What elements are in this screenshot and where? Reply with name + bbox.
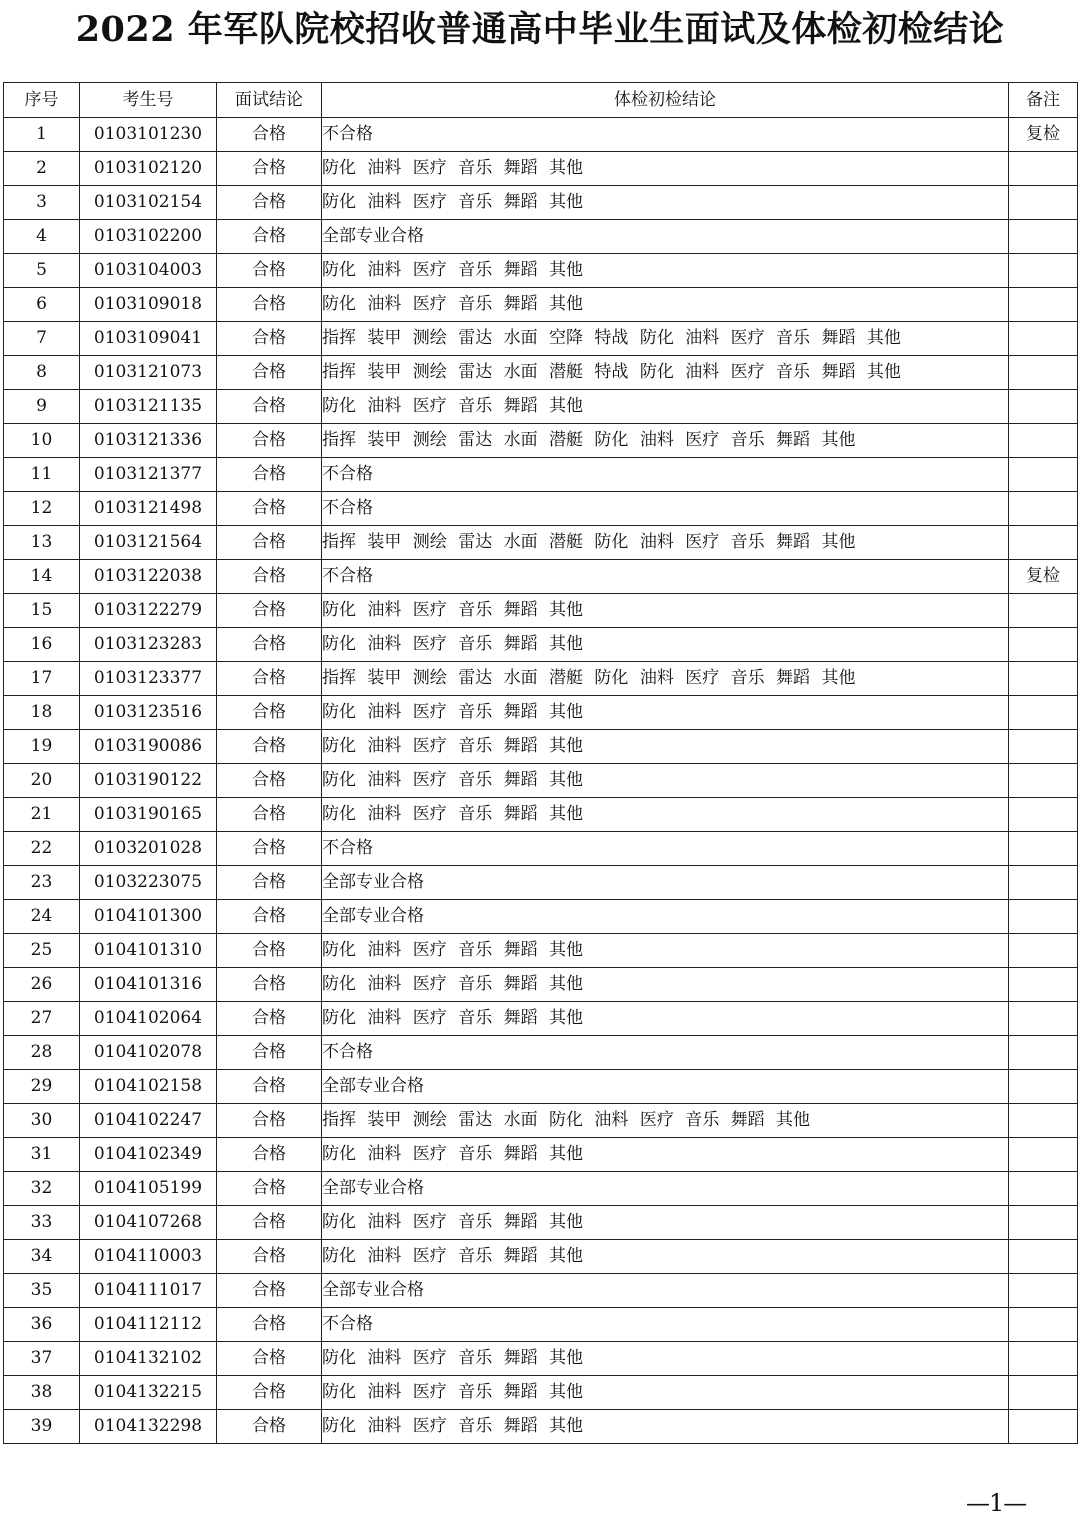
cell-interview-result: 合格 [217,1410,322,1444]
cell-interview-result: 合格 [217,288,322,322]
cell-remarks [1009,798,1078,832]
cell-physical-exam-result: 不合格 [322,118,1009,152]
cell-seq: 27 [4,1002,80,1036]
cell-interview-result: 合格 [217,1376,322,1410]
cell-physical-exam-result: 指挥 装甲 测绘 雷达 水面 空降 特战 防化 油料 医疗 音乐 舞蹈 其他 [322,322,1009,356]
cell-interview-result: 合格 [217,866,322,900]
cell-candidate-id: 0103121498 [80,492,217,526]
table-row [4,152,1078,186]
cell-interview-result: 合格 [217,798,322,832]
cell-remarks [1009,594,1078,628]
cell-remarks [1009,152,1078,186]
cell-candidate-id: 0103123516 [80,696,217,730]
cell-physical-exam-result: 防化 油料 医疗 音乐 舞蹈 其他 [322,730,1009,764]
table-row [4,696,1078,730]
cell-interview-result: 合格 [217,628,322,662]
cell-remarks [1009,526,1078,560]
table-row [4,424,1078,458]
cell-interview-result: 合格 [217,1104,322,1138]
table-row [4,1104,1078,1138]
table-row [4,662,1078,696]
cell-physical-exam-result: 防化 油料 医疗 音乐 舞蹈 其他 [322,628,1009,662]
table-row [4,1070,1078,1104]
cell-interview-result: 合格 [217,934,322,968]
cell-interview-result: 合格 [217,764,322,798]
cell-interview-result: 合格 [217,1172,322,1206]
table-row [4,730,1078,764]
cell-physical-exam-result: 全部专业合格 [322,866,1009,900]
cell-physical-exam-result: 防化 油料 医疗 音乐 舞蹈 其他 [322,254,1009,288]
cell-remarks [1009,968,1078,1002]
cell-physical-exam-result: 指挥 装甲 测绘 雷达 水面 潜艇 防化 油料 医疗 音乐 舞蹈 其他 [322,526,1009,560]
cell-physical-exam-result: 防化 油料 医疗 音乐 舞蹈 其他 [322,152,1009,186]
cell-candidate-id: 0103201028 [80,832,217,866]
cell-seq: 35 [4,1274,80,1308]
cell-candidate-id: 0104102349 [80,1138,217,1172]
table-row [4,526,1078,560]
table-row [4,390,1078,424]
table-row [4,832,1078,866]
cell-candidate-id: 0103123377 [80,662,217,696]
header-interview-result: 面试结论 [217,83,322,118]
table-row [4,1036,1078,1070]
table-row [4,1274,1078,1308]
table-body [4,118,1078,1444]
table-row [4,220,1078,254]
cell-candidate-id: 0103102120 [80,152,217,186]
cell-candidate-id: 0104101316 [80,968,217,1002]
cell-physical-exam-result: 防化 油料 医疗 音乐 舞蹈 其他 [322,1002,1009,1036]
cell-interview-result: 合格 [217,1206,322,1240]
table-row [4,492,1078,526]
cell-candidate-id: 0103121336 [80,424,217,458]
cell-interview-result: 合格 [217,254,322,288]
cell-physical-exam-result: 指挥 装甲 测绘 雷达 水面 潜艇 特战 防化 油料 医疗 音乐 舞蹈 其他 [322,356,1009,390]
cell-interview-result: 合格 [217,1342,322,1376]
table-row [4,458,1078,492]
cell-candidate-id: 0103121377 [80,458,217,492]
cell-interview-result: 合格 [217,832,322,866]
cell-seq: 11 [4,458,80,492]
cell-remarks [1009,1308,1078,1342]
cell-candidate-id: 0104102247 [80,1104,217,1138]
cell-remarks [1009,1002,1078,1036]
cell-physical-exam-result: 防化 油料 医疗 音乐 舞蹈 其他 [322,390,1009,424]
cell-interview-result: 合格 [217,662,322,696]
cell-interview-result: 合格 [217,220,322,254]
table-row [4,560,1078,594]
cell-seq: 5 [4,254,80,288]
cell-seq: 22 [4,832,80,866]
cell-physical-exam-result: 不合格 [322,560,1009,594]
cell-candidate-id: 0104132298 [80,1410,217,1444]
cell-interview-result: 合格 [217,458,322,492]
cell-physical-exam-result: 防化 油料 医疗 音乐 舞蹈 其他 [322,1410,1009,1444]
cell-seq: 25 [4,934,80,968]
header-physical-exam-result: 体检初检结论 [322,83,1009,118]
cell-candidate-id: 0104102158 [80,1070,217,1104]
cell-remarks [1009,1172,1078,1206]
cell-seq: 29 [4,1070,80,1104]
table-row [4,288,1078,322]
cell-remarks [1009,1410,1078,1444]
cell-candidate-id: 0103101230 [80,118,217,152]
table-row [4,1376,1078,1410]
cell-interview-result: 合格 [217,1138,322,1172]
cell-candidate-id: 0103190122 [80,764,217,798]
table-row [4,1342,1078,1376]
cell-remarks: 复检 [1009,118,1078,152]
table-row [4,1138,1078,1172]
cell-physical-exam-result: 防化 油料 医疗 音乐 舞蹈 其他 [322,1376,1009,1410]
cell-candidate-id: 0104110003 [80,1240,217,1274]
cell-interview-result: 合格 [217,1070,322,1104]
table-row [4,1240,1078,1274]
cell-seq: 10 [4,424,80,458]
cell-interview-result: 合格 [217,322,322,356]
cell-candidate-id: 0104107268 [80,1206,217,1240]
table-row [4,798,1078,832]
cell-remarks [1009,1376,1078,1410]
table-row [4,186,1078,220]
table-row [4,1308,1078,1342]
cell-interview-result: 合格 [217,1274,322,1308]
cell-candidate-id: 0103121073 [80,356,217,390]
cell-seq: 19 [4,730,80,764]
cell-seq: 33 [4,1206,80,1240]
cell-seq: 18 [4,696,80,730]
cell-physical-exam-result: 指挥 装甲 测绘 雷达 水面 潜艇 防化 油料 医疗 音乐 舞蹈 其他 [322,424,1009,458]
cell-interview-result: 合格 [217,900,322,934]
table-header-row [4,83,1078,118]
cell-interview-result: 合格 [217,492,322,526]
cell-remarks [1009,322,1078,356]
cell-candidate-id: 0103122279 [80,594,217,628]
cell-candidate-id: 0103109018 [80,288,217,322]
cell-interview-result: 合格 [217,390,322,424]
cell-interview-result: 合格 [217,594,322,628]
table-row [4,1172,1078,1206]
cell-seq: 23 [4,866,80,900]
cell-interview-result: 合格 [217,526,322,560]
cell-physical-exam-result: 全部专业合格 [322,1274,1009,1308]
table-row [4,1206,1078,1240]
cell-interview-result: 合格 [217,730,322,764]
page-title: 2022 年军队院校招收普通高中毕业生面试及体检初检结论 [75,9,1005,50]
results-table [3,82,1078,1444]
cell-remarks [1009,1070,1078,1104]
cell-interview-result: 合格 [217,560,322,594]
cell-candidate-id: 0103121135 [80,390,217,424]
cell-physical-exam-result: 防化 油料 医疗 音乐 舞蹈 其他 [322,968,1009,1002]
cell-physical-exam-result: 防化 油料 医疗 音乐 舞蹈 其他 [322,764,1009,798]
cell-candidate-id: 0104101310 [80,934,217,968]
cell-candidate-id: 0104132102 [80,1342,217,1376]
cell-candidate-id: 0104105199 [80,1172,217,1206]
cell-physical-exam-result: 防化 油料 医疗 音乐 舞蹈 其他 [322,1240,1009,1274]
cell-physical-exam-result: 防化 油料 医疗 音乐 舞蹈 其他 [322,696,1009,730]
cell-seq: 24 [4,900,80,934]
cell-seq: 13 [4,526,80,560]
cell-physical-exam-result: 指挥 装甲 测绘 雷达 水面 潜艇 防化 油料 医疗 音乐 舞蹈 其他 [322,662,1009,696]
cell-seq: 34 [4,1240,80,1274]
header-candidate-id: 考生号 [80,83,217,118]
cell-seq: 4 [4,220,80,254]
table-row [4,764,1078,798]
cell-candidate-id: 0104102078 [80,1036,217,1070]
cell-seq: 32 [4,1172,80,1206]
cell-remarks [1009,1240,1078,1274]
cell-interview-result: 合格 [217,968,322,1002]
cell-seq: 7 [4,322,80,356]
cell-candidate-id: 0103102200 [80,220,217,254]
cell-remarks [1009,900,1078,934]
table-row [4,356,1078,390]
cell-seq: 16 [4,628,80,662]
cell-physical-exam-result: 防化 油料 医疗 音乐 舞蹈 其他 [322,1342,1009,1376]
cell-candidate-id: 0104111017 [80,1274,217,1308]
table-row [4,1410,1078,1444]
cell-seq: 14 [4,560,80,594]
cell-candidate-id: 0104132215 [80,1376,217,1410]
cell-remarks [1009,1206,1078,1240]
cell-remarks [1009,1104,1078,1138]
cell-physical-exam-result: 防化 油料 医疗 音乐 舞蹈 其他 [322,1138,1009,1172]
cell-interview-result: 合格 [217,1036,322,1070]
header-remarks: 备注 [1009,83,1078,118]
cell-remarks [1009,866,1078,900]
table-row [4,254,1078,288]
cell-seq: 39 [4,1410,80,1444]
cell-remarks [1009,288,1078,322]
cell-seq: 38 [4,1376,80,1410]
table-row [4,900,1078,934]
page-number: —1— [966,1489,1027,1517]
cell-interview-result: 合格 [217,152,322,186]
cell-interview-result: 合格 [217,1240,322,1274]
table-row [4,866,1078,900]
cell-candidate-id: 0103121564 [80,526,217,560]
cell-physical-exam-result: 不合格 [322,1308,1009,1342]
header-seq: 序号 [4,83,80,118]
cell-candidate-id: 0103223075 [80,866,217,900]
cell-seq: 12 [4,492,80,526]
cell-physical-exam-result: 指挥 装甲 测绘 雷达 水面 防化 油料 医疗 音乐 舞蹈 其他 [322,1104,1009,1138]
cell-seq: 36 [4,1308,80,1342]
cell-candidate-id: 0103109041 [80,322,217,356]
cell-seq: 37 [4,1342,80,1376]
cell-interview-result: 合格 [217,424,322,458]
cell-seq: 9 [4,390,80,424]
cell-physical-exam-result: 全部专业合格 [322,220,1009,254]
cell-interview-result: 合格 [217,1002,322,1036]
cell-remarks [1009,492,1078,526]
cell-candidate-id: 0104101300 [80,900,217,934]
cell-remarks [1009,1036,1078,1070]
cell-candidate-id: 0104112112 [80,1308,217,1342]
cell-remarks [1009,662,1078,696]
cell-interview-result: 合格 [217,186,322,220]
cell-seq: 1 [4,118,80,152]
cell-physical-exam-result: 不合格 [322,1036,1009,1070]
cell-remarks [1009,254,1078,288]
cell-remarks [1009,356,1078,390]
cell-candidate-id: 0103104003 [80,254,217,288]
cell-seq: 8 [4,356,80,390]
cell-seq: 3 [4,186,80,220]
cell-remarks [1009,1138,1078,1172]
cell-physical-exam-result: 防化 油料 医疗 音乐 舞蹈 其他 [322,594,1009,628]
cell-remarks [1009,764,1078,798]
cell-seq: 30 [4,1104,80,1138]
cell-candidate-id: 0103123283 [80,628,217,662]
table-row [4,1002,1078,1036]
cell-physical-exam-result: 防化 油料 医疗 音乐 舞蹈 其他 [322,1206,1009,1240]
cell-interview-result: 合格 [217,696,322,730]
cell-seq: 26 [4,968,80,1002]
cell-remarks [1009,1342,1078,1376]
cell-interview-result: 合格 [217,1308,322,1342]
cell-physical-exam-result: 防化 油料 医疗 音乐 舞蹈 其他 [322,798,1009,832]
cell-physical-exam-result: 全部专业合格 [322,1172,1009,1206]
cell-interview-result: 合格 [217,356,322,390]
table-row [4,628,1078,662]
cell-remarks [1009,220,1078,254]
cell-seq: 6 [4,288,80,322]
cell-candidate-id: 0103122038 [80,560,217,594]
cell-remarks [1009,186,1078,220]
cell-seq: 31 [4,1138,80,1172]
table-row [4,968,1078,1002]
table-row [4,594,1078,628]
cell-seq: 20 [4,764,80,798]
cell-physical-exam-result: 防化 油料 医疗 音乐 舞蹈 其他 [322,934,1009,968]
cell-candidate-id: 0103190086 [80,730,217,764]
cell-physical-exam-result: 全部专业合格 [322,900,1009,934]
cell-remarks [1009,832,1078,866]
cell-remarks [1009,696,1078,730]
cell-remarks [1009,934,1078,968]
cell-remarks [1009,458,1078,492]
cell-physical-exam-result: 防化 油料 医疗 音乐 舞蹈 其他 [322,186,1009,220]
cell-candidate-id: 0103190165 [80,798,217,832]
cell-seq: 15 [4,594,80,628]
cell-physical-exam-result: 不合格 [322,832,1009,866]
cell-candidate-id: 0103102154 [80,186,217,220]
cell-remarks [1009,628,1078,662]
cell-remarks [1009,390,1078,424]
cell-physical-exam-result: 不合格 [322,458,1009,492]
cell-seq: 21 [4,798,80,832]
cell-seq: 2 [4,152,80,186]
cell-physical-exam-result: 不合格 [322,492,1009,526]
cell-candidate-id: 0104102064 [80,1002,217,1036]
cell-remarks [1009,730,1078,764]
cell-remarks [1009,1274,1078,1308]
cell-seq: 28 [4,1036,80,1070]
table-row [4,118,1078,152]
cell-physical-exam-result: 全部专业合格 [322,1070,1009,1104]
table-row [4,322,1078,356]
table-row [4,934,1078,968]
cell-physical-exam-result: 防化 油料 医疗 音乐 舞蹈 其他 [322,288,1009,322]
cell-interview-result: 合格 [217,118,322,152]
cell-seq: 17 [4,662,80,696]
cell-remarks [1009,424,1078,458]
cell-remarks: 复检 [1009,560,1078,594]
